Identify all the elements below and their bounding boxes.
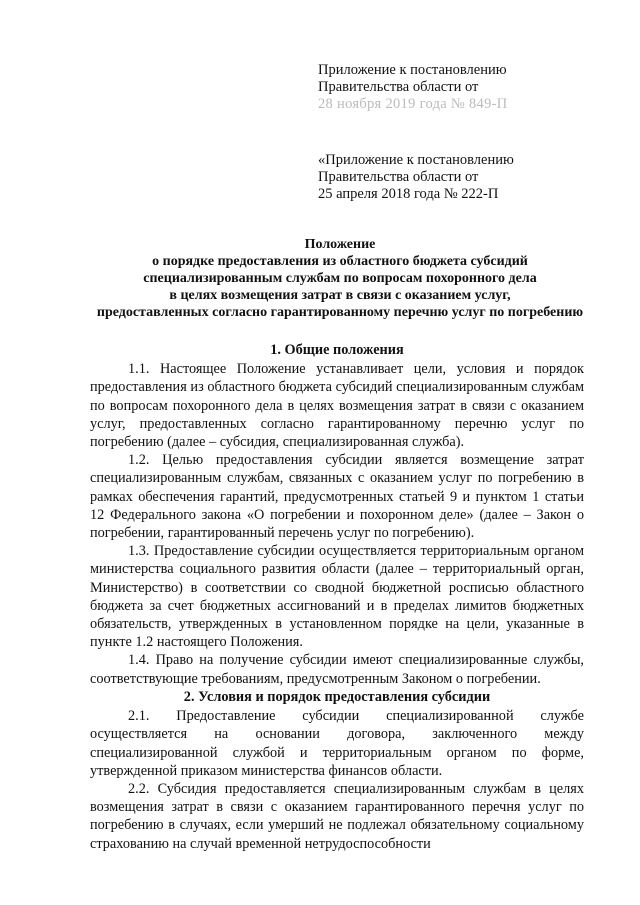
appendix-date-number: 28 ноября 2019 года № 849-П xyxy=(318,96,508,112)
appendix-note-current xyxy=(318,62,508,113)
title-line: специализированным службам по вопросам похоронного дела xyxy=(143,271,537,286)
paragraph-1-1: 1.1. Настоящее Положение устанавливает цели, условия и порядок предоставления из областного бюджета субсидий специализированным службам по вопросам похоронного дела в целях возмещения затрат в связи с оказанием услуг, предоставленных согласно гарантированному перечню услуг по погребению (далее – субсидия, специализированная служба). xyxy=(90,361,584,451)
appendix-line: Правительства области от xyxy=(318,169,479,185)
title-line: в целях возмещения затрат в связи с оказанием услуг, xyxy=(169,288,511,303)
section-general-provisions xyxy=(90,341,584,688)
appendix-line: «Приложение к постановлению xyxy=(318,152,514,168)
title-line: о порядке предоставления из областного бюджета субсидий xyxy=(152,254,528,269)
title-line: Положение xyxy=(304,237,376,252)
section-heading: 1. Общие положения xyxy=(270,342,404,358)
appendix-note-original xyxy=(318,152,514,203)
title-line: предоставленных согласно гарантированному перечню услуг по погребению xyxy=(96,305,584,320)
document-title xyxy=(60,236,620,321)
paragraph-1-4: 1.4. Право на получение субсидии имеют специализированные службы, соответствующие требованиям, предусмотренным Законом о погребении. xyxy=(90,652,584,687)
appendix-line: Правительства области от xyxy=(318,79,479,95)
appendix-line: Приложение к постановлению xyxy=(318,62,507,78)
paragraph-2-2: 2.2. Субсидия предоставляется специализированным службам в целях возмещения затрат в связи с оказанием гарантированного перечня услуг по погребению в случаях, если умерший не подлежал обязательному социальному страхованию на случай временной нетрудоспособности xyxy=(90,781,584,852)
paragraph-1-2: 1.2. Целью предоставления субсидии является возмещение затрат специализированным службам, связанных с оказанием услуг по погребению в рамках обеспечения гарантий, предусмотренных статьей 9 и пунктом 1 статьи 12 Федерального закона «О погребении и похоронном деле» (далее – Закон о погребении, гарантированный перечень услуг по погребению). xyxy=(90,452,584,542)
section-heading: 2. Условия и порядок предоставления субсидии xyxy=(183,689,491,705)
paragraph-1-3: 1.3. Предоставление субсидии осуществляется территориальным органом министерства социального развития области (далее – территориальный орган, Министерство) в соответствии со сводной бюджетной росписью областного бюджета за счет бюджетных ассигнований и в пределах лимитов бюджетных обязательств, утвержденных в установленном порядке на цели, указанные в пункте 1.2 настоящего Положения. xyxy=(90,543,584,651)
appendix-date-number: 25 апреля 2018 года № 222-П xyxy=(318,186,499,202)
section-conditions xyxy=(90,688,584,853)
paragraph-2-1: 2.1. Предоставление субсидии специализированной службе осуществляется на основании договора, заключенного между специализированной службой и территориальным органом по форме, утвержденной приказом министерства финансов области. xyxy=(90,708,584,779)
